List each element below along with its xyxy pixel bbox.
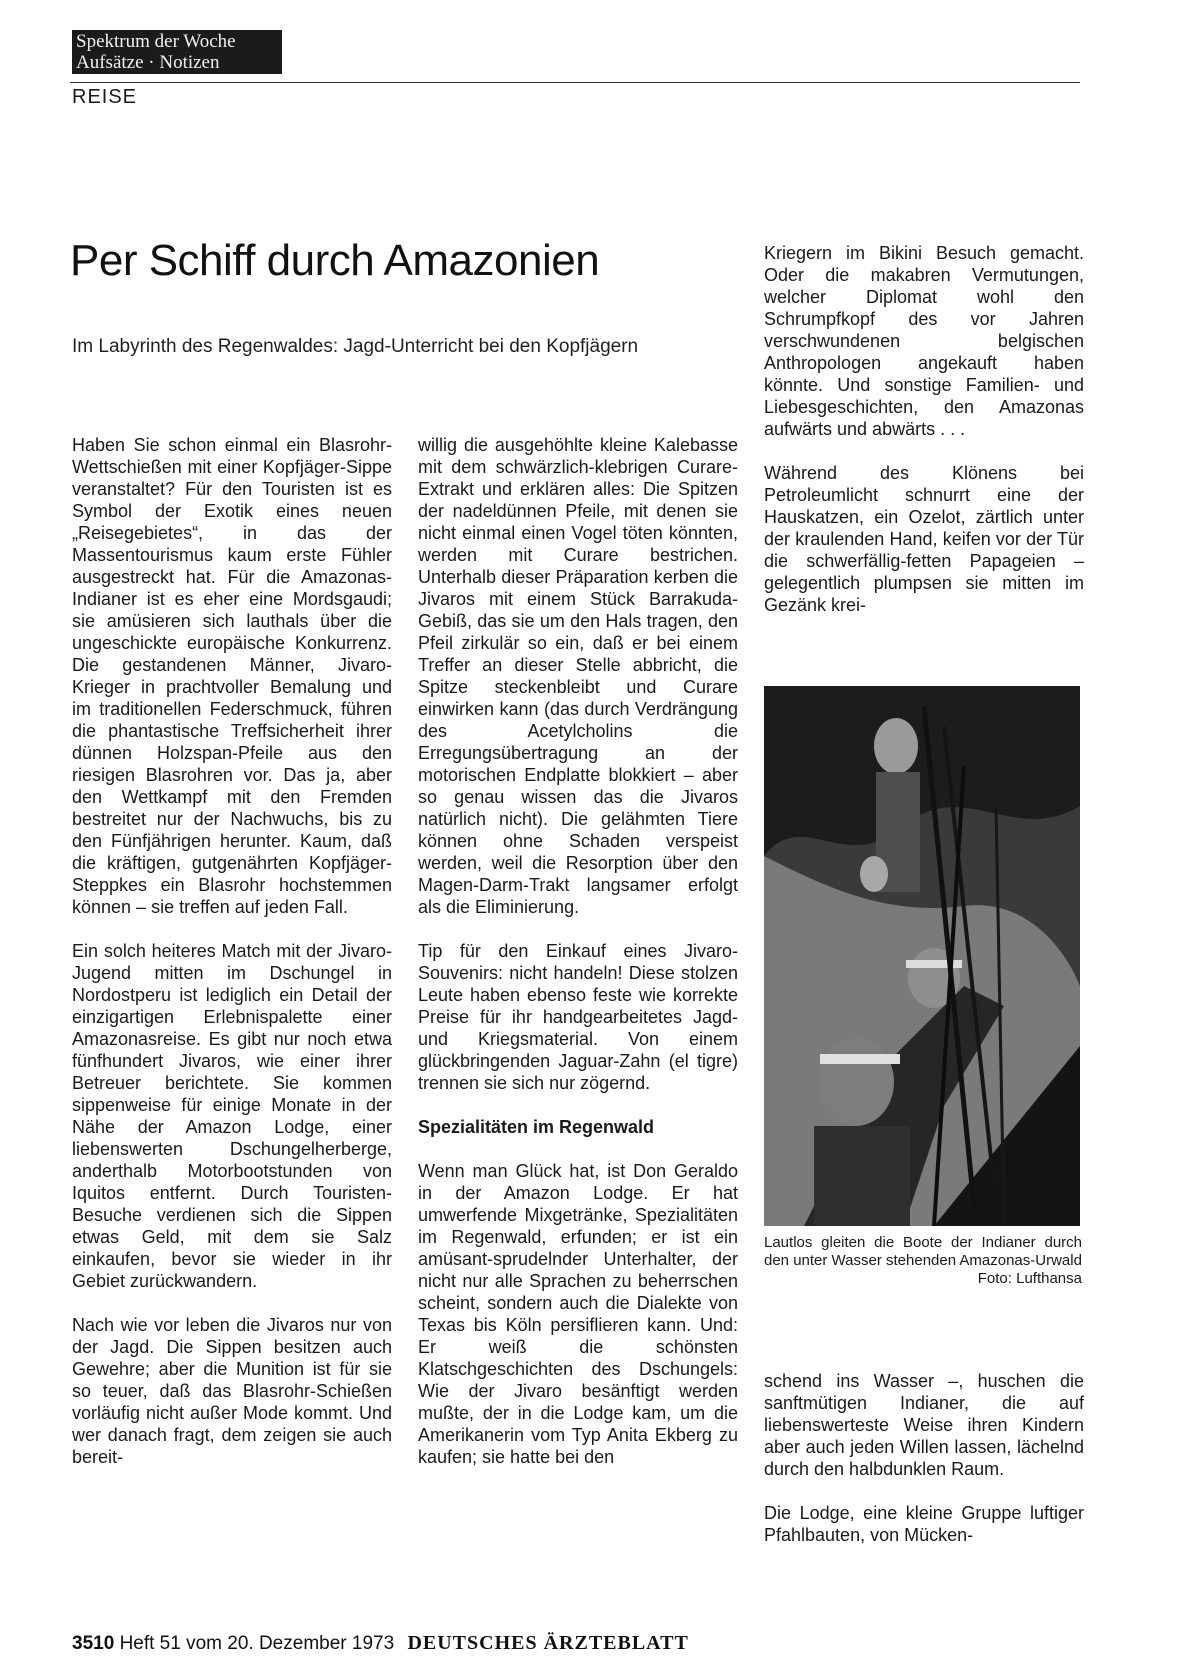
paragraph: willig die ausgehöhlte kleine Kalebasse mit dem schwärzlich-klebrigen Curare-Extrakt und erklären alles: Die Spitzen der nadeldünnen Pfeile, mit denen sie nicht einmal einen Vogel töten könnten, werden mit Curare bestrichen. Unterhalb dieser Präparation kerben die Jivaros mit einem Stück Barrakuda-Gebiß, das sie um den Hals tragen, den Pfeil zirkulär so ein, daß er bei einem Treffer an dieser Stelle abbricht, die Spitze steckenbleibt und Curare einwirken kann (das durch Verdrängung des Acetylcholins die Erregungsübertragung an der motorischen Endplatte blokkiert – aber so genau wissen das die Jivaros natürlich nicht). Die gelähmten Tiere können ohne Schaden verspeist werden, weil die Resorption über den Magen-Darm-Trakt langsamer erfolgt als die Eliminierung.	[418, 435, 738, 917]
page-number: 3510	[72, 1633, 115, 1654]
article-title: Per Schiff durch Amazonien	[70, 236, 600, 285]
subheading: Spezialitäten im Regenwald	[418, 1117, 655, 1137]
paragraph: Kriegern im Bikini Besuch gemacht. Oder die makabren Vermutungen, welcher Diplomat wohl den Schrumpfkopf des vor Jahren verschwundenen belgischen Anthropologen angekauft haben könnte. Und sonstige Familien- und Liebesgeschichten, den Amazonas aufwärts und abwärts . . .	[764, 243, 1084, 439]
page-footer	[72, 1632, 689, 1655]
section-label: REISE	[72, 86, 138, 108]
header-line-2: Aufsätze · Notizen	[76, 52, 220, 73]
paragraph: Tip für den Einkauf eines Jivaro-Souvenirs: nicht handeln! Diese stolzen Leute haben ebenso feste wie korrekte Preise für ihr handgearbeitetes Jagd- und Kriegsmaterial. Von einem glückbringenden Jaguar-Zahn (el tigre) trennen sie sich nur zögernd.	[418, 941, 738, 1093]
paragraph: Nach wie vor leben die Jivaros nur von der Jagd. Die Sippen besitzen auch Gewehre; aber die Munition ist für sie so teuer, daß das Blasrohr-Schießen vorläufig nicht außer Mode kommt. Und wer danach fragt, dem zeigen sie auch bereit-	[72, 1315, 392, 1467]
column-1	[72, 434, 392, 1490]
issue-info: Heft 51 vom 20. Dezember 1973	[119, 1633, 395, 1654]
top-rule	[70, 82, 1080, 83]
paragraph: Haben Sie schon einmal ein Blasrohr-Wettschießen mit einer Kopfjäger-Sippe veranstaltet? Für den Touristen ist es Symbol der Exotik eines neuen „Reisegebietes“, in das der Massentourismus kaum erste Fühler ausgestreckt hat. Für die Amazonas-Indianer ist es eher eine Mordsgaudi; sie amüsieren sich lauthals über die ungeschickte europäische Konkurrenz. Die gestandenen Männer, Jivaro-Krieger in prachtvoller Bemalung und im traditionellen Federschmuck, führen die phantastische Treffsicherheit ihrer dünnen Holzspan-Pfeile aus den riesigen Blasrohren vor. Das ja, aber den Wettkampf mit den Fremden bestreitet nur der Nachwuchs, bis zu den Fünfjährigen herunter. Kaum, daß die kräftigen, gutgenährten Kopfjäger-Steppkes ein Blasrohr hochstemmen können – sie treffen auf jeden Fall.	[72, 435, 392, 917]
paragraph: Während des Klönens bei Petroleumlicht schnurrt eine der Hauskatzen, ein Ozelot, zärtlich unter der kraulenden Hand, keifen vor der Tür die schwerfällig-fetten Papageien – gelegentlich plumpsen sie mitten im Gezänk krei-	[764, 463, 1084, 615]
article-subtitle: Im Labyrinth des Regenwaldes: Jagd-Unterricht bei den Kopfjägern	[72, 336, 639, 357]
photo-illustration	[764, 686, 1080, 1226]
photo-credit: Foto: Lufthansa	[977, 1270, 1082, 1287]
journal-name: DEUTSCHES ÄRZTEBLATT	[407, 1632, 689, 1654]
section-header-box	[72, 30, 282, 74]
header-line-1: Spektrum der Woche	[76, 31, 236, 52]
caption-text: Lautlos gleiten die Boote der Indianer durch den unter Wasser stehenden Amazonas-Urwald	[764, 1234, 1082, 1269]
column-3-top	[764, 242, 1084, 638]
paragraph: schend ins Wasser –, huschen die sanftmütigen Indianer, die auf liebenswerteste Weise ihren Kindern aber auch jeden Willen lassen, lächelnd durch den halbdunklen Raum.	[764, 1371, 1084, 1479]
paragraph: Wenn man Glück hat, ist Don Geraldo in der Amazon Lodge. Er hat umwerfende Mixgetränke, Spezialitäten im Regenwald, erfunden; er ist ein amüsant-sprudelnder Unterhalter, der nicht nur alle Sprachen zu beherrschen scheint, sondern auch die Dialekte von Texas bis Köln persiflieren kann. Und: Er weiß die schönsten Klatschgeschichten des Dschungels: Wie der Jivaro besänftigt werden mußte, der in die Lodge kam, um die Amerikanerin vom Typ Anita Ekberg zu kaufen; sie hatte bei den	[418, 1161, 738, 1467]
photo-caption	[764, 1234, 1082, 1288]
paragraph: Die Lodge, eine kleine Gruppe luftiger Pfahlbauten, von Mücken-	[764, 1503, 1084, 1545]
paragraph: Ein solch heiteres Match mit der Jivaro-Jugend mitten im Dschungel in Nordostperu ist lediglich ein Detail der einzigartigen Erlebnispalette einer Amazonasreise. Es gibt nur noch etwa fünfhundert Jivaros, wie einer ihrer Betreuer berichtete. Sie kommen sippenweise für einige Monate in der Nähe der Amazon Lodge, einer liebenswerten Dschungelherberge, anderthalb Motorbootstunden von Iquitos entfernt. Durch Touristen-Besuche verdienen sich die Sippen etwas Geld, mit dem sie Salz einkaufen, bevor sie wieder in ihr Gebiet zurückwandern.	[72, 941, 392, 1291]
column-2	[418, 434, 738, 1490]
column-3-bottom	[764, 1370, 1084, 1568]
indians-canoe-photo	[764, 686, 1080, 1226]
